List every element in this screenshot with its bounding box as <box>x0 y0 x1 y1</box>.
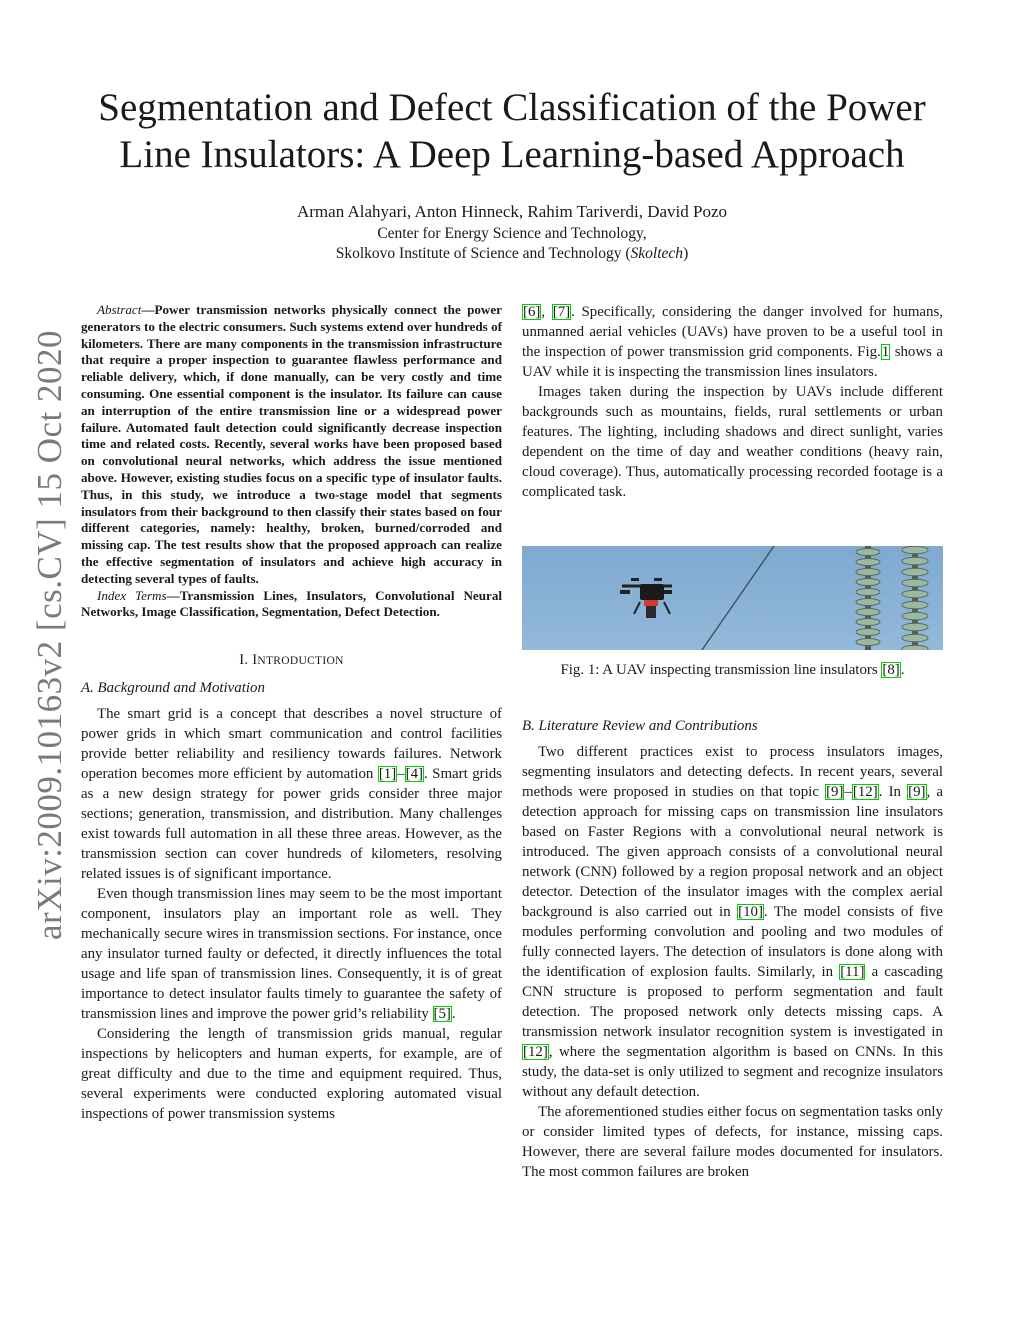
abstract-text: —Power transmission networks physically connect the power generators to the electric consumers. Such systems extend over hundreds of kilometers. There are many components in the transmission infrastructure that require a proper inspection to guarantee flawless performance and reliable delivery, which, if done manually, can be very costly and time consuming. One essential component is the insulator. Its failure can cause an interruption of the entire transmission line or a widespread power failure. Automated fault detection could significantly decrease inspection time and related costs. Recently, several works have been proposed based on convolutional neural networks, which address the issue mentioned above. However, existing studies focus on a specific type of insulator faults. Thus, in this study, we introduce a two-stage model that segments insulators from their background to then classify their states based on four different categories, namely: healthy, broken, burned/corroded and missing cap. The test results show that the proposed approach can realize the effective segmentation of insulators and achieve high accuracy in detecting several types of faults. <box>81 302 502 586</box>
paragraph-b2: The aforementioned studies either focus on segmentation tasks only or consider limited types of defects, for instance, missing caps. However, there are several failure modes documented for insulators. The most common failures are broken <box>522 1104 943 1180</box>
authors: Arman Alahyari, Anton Hinneck, Rahim Tariverdi, David Pozo <box>296 202 728 221</box>
abstract-lead: Abstract <box>97 302 142 317</box>
uav-photo <box>522 546 943 650</box>
text: The smart grid is a concept that describes a novel structure of power grids in which smart communication and control facilities provide better reliability and resiliency towards failures. Network operation becomes more efficient by automation <box>81 706 502 783</box>
text: – <box>844 784 852 800</box>
citation-link[interactable]: [10] <box>738 904 763 920</box>
text: Two different practices exist to process insulators images, segmenting insulators and detecting defects. In recent years, several methods were proposed in studies on that topic <box>522 744 943 800</box>
abstract <box>81 302 502 588</box>
subsection-heading-literature: B. Literature Review and Contributions <box>522 718 758 734</box>
citation-link[interactable]: [1] <box>378 766 397 783</box>
citation-link[interactable]: [7] <box>552 304 571 320</box>
right-column-top <box>522 302 943 502</box>
figure-uav-photo <box>522 546 943 650</box>
text: . Specifically, considering the danger involved for humans, unmanned aerial vehicles (UAVs) have proven to be a useful tool in the inspection of power transmission grid components. Fig. <box>522 304 943 360</box>
citation-link[interactable]: [9] <box>826 784 844 800</box>
affiliation-line-2 <box>60 244 964 264</box>
text: , a detection approach for missing caps on transmission line insulators based on Faster Regions with a convolutional neural network is introduced. The given approach consists of a convolutional neural network (CNN) followed by a region proposal network and an object detector. Detection of the insulator images with the complex aerial background is also carried out in <box>522 784 943 920</box>
index-terms-text: —Transmission Lines, Insulators, Convolutional Neural Networks, Image Classification, Segmentation, Defect Detection. <box>81 587 503 620</box>
text: Even though transmission lines may seem to be the most important component, insulators play an important role as well. They mechanically secure wires in transmission sections. For instance, once any insulator turned faulty or defected, it directly influences the total usage and life span of transmission lines. Consequently, it is of great importance to detect insulator faults timely to guarantee the safety of transmission lines and improve the power grid’s reliability <box>81 886 502 1023</box>
title-line-2: Line Insulators: A Deep Learning-based Approach <box>119 133 905 176</box>
index-terms <box>81 588 502 622</box>
paper-title <box>60 84 964 178</box>
section-first-letter: I <box>252 652 258 669</box>
text: , where the segmentation algorithm is based on CNNs. In this study, the data-set is only utilized to segment and recognize insulators without any default detection. <box>522 1044 943 1100</box>
title-line-1: Segmentation and Defect Classification of the Power <box>98 86 926 129</box>
paragraph-a3: Considering the length of transmission grids manual, regular inspections by helicopters and human experts, for example, are of great difficulty and due to the time and equipment required. Thus, several experiments were conducted exploring automated visual inspections of power transmission systems <box>81 1026 502 1123</box>
text: . The model consists of five modules performing convolution and pooling and two modules of fully connected layers. The detection of insulators is done along with the identification of explosion faults. Similarly, in <box>522 904 943 980</box>
affiliation-line-1: Center for Energy Science and Technology, <box>377 225 647 242</box>
paragraph-a2 <box>81 884 502 1024</box>
section-heading-introduction <box>81 651 502 670</box>
citation-link[interactable]: [9] <box>908 784 926 800</box>
text: shows a UAV while it is inspecting the transmission lines insulators. <box>522 344 943 380</box>
citation-link[interactable]: [12] <box>852 784 878 800</box>
paragraph-r1 <box>522 302 943 382</box>
index-terms-lead: Index Terms <box>97 587 167 603</box>
left-column <box>81 302 502 1124</box>
figure-link[interactable]: 1 <box>881 344 890 360</box>
text: . <box>451 1006 456 1023</box>
text: a cascading CNN structure is proposed to perform segmentation and fault detection. The proposed network only detects missing caps. A transmission network insulator recognition system is investigated in <box>522 964 943 1040</box>
paragraph-b1 <box>522 742 943 1102</box>
caption-text: Fig. 1: A UAV inspecting transmission line insulators <box>560 662 882 678</box>
citation-link[interactable]: [12] <box>523 1044 548 1060</box>
affiliation-abbrev: Skoltech <box>630 245 684 262</box>
section-title-smallcaps: NTRODUCTION <box>257 655 344 668</box>
text: , <box>541 304 552 320</box>
section-number: I. <box>239 652 253 669</box>
citation-link[interactable]: [11] <box>840 964 865 980</box>
arxiv-identifier: arXiv:2009.10163v2 [cs.CV] 15 Oct 2020 <box>30 329 69 940</box>
citation-link[interactable]: [4] <box>405 766 424 783</box>
paragraph-a1 <box>81 704 502 884</box>
text: . Smart grids as a new design strategy for power grids consider three major sections; generation, transmission, and distribution. Many challenges exist towards full automation in all these three areas. However, as the transmission section can cover hundreds of kilometers, resolving related issues is of significant importance. <box>81 766 502 883</box>
text: – <box>397 766 405 783</box>
affiliation-text: Skolkovo Institute of Science and Technology ( <box>335 245 631 262</box>
affiliation-close: ) <box>683 245 689 262</box>
text: . In <box>878 784 908 800</box>
paragraph-r2: Images taken during the inspection by UAVs include different backgrounds such as mountains, fields, rural settlements or urban features. The lighting, including shadows and direct sunlight, varies dependent on the time of day and weather conditions (heavy rain, cloud coverage). Thus, automatically processing recorded footage is a complicated task. <box>522 384 943 500</box>
caption-end: . <box>900 662 905 678</box>
citation-link[interactable]: [6] <box>523 304 541 320</box>
right-column-bottom <box>522 716 943 1182</box>
citation-link[interactable]: [8] <box>882 662 900 678</box>
citation-link[interactable]: [5] <box>433 1006 451 1023</box>
subsection-heading-background: A. Background and Motivation <box>81 680 265 697</box>
figure-caption <box>522 660 943 680</box>
